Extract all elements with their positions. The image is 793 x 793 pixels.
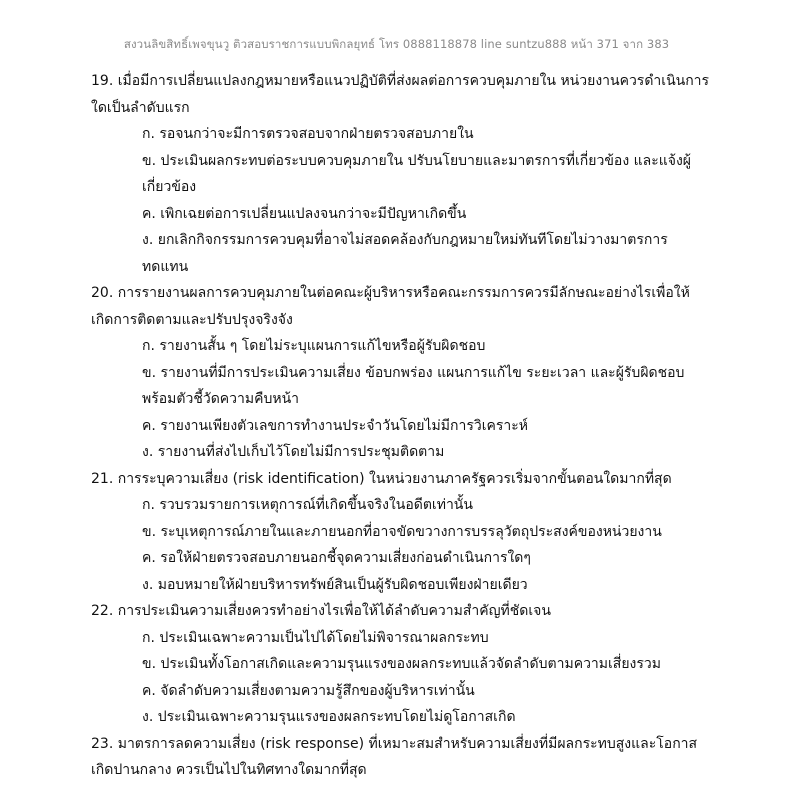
question-block [91, 466, 711, 599]
answer-option: ก. ประเมินเฉพาะความเป็นไปได้โดยไม่พิจารณาผลกระทบ [142, 629, 489, 646]
answer-option: ข. ประเมินทั้งโอกาสเกิดและความรุนแรงของผลกระทบแล้วจัดลำดับตามความเสี่ยงรวม [142, 656, 661, 672]
question-stem: 19. เมื่อมีการเปลี่ยนแปลงกฎหมายหรือแนวปฏิบัติที่ส่งผลต่อการควบคุมภายใน หน่วยงานควรดำเนินการใดเป็นลำดับแรก [91, 73, 710, 116]
answer-option: ก. รายงานสั้น ๆ โดยไม่ระบุแผนการแก้ไขหรือผู้รับผิดชอบ [142, 338, 486, 354]
question-stem: 21. การระบุความเสี่ยง (risk identification) ในหน่วยงานภาครัฐควรเริ่มจากขั้นตอนใดมากที่สุด [91, 470, 672, 487]
question-list [91, 68, 711, 784]
answer-option: ค. จัดลำดับความเสี่ยงตามความรู้สึกของผู้บริหารเท่านั้น [142, 682, 475, 699]
question-block [91, 280, 711, 466]
question-stem: 22. การประเมินความเสี่ยงควรทำอย่างไรเพื่อให้ได้ลำดับความสำคัญที่ชัดเจน [91, 603, 551, 619]
answer-option: ข. ระบุเหตุการณ์ภายในและภายนอกที่อาจขัดขวางการบรรลุวัตถุประสงค์ของหน่วยงาน [142, 523, 662, 540]
question-block [91, 598, 711, 731]
answer-option: ก. รวบรวมรายการเหตุการณ์ที่เกิดขึ้นจริงในอดีตเท่านั้น [142, 497, 473, 513]
answer-option: ค. รอให้ฝ่ายตรวจสอบภายนอกชี้จุดความเสี่ยงก่อนดำเนินการใดๆ [142, 550, 531, 566]
answer-option: ข. รายงานที่มีการประเมินความเสี่ยง ข้อบกพร่อง แผนการแก้ไข ระยะเวลา และผู้รับผิดชอบ พร้อมตัวชี้วัดความคืบหน้า [142, 364, 685, 407]
answer-option: ง. มอบหมายให้ฝ่ายบริหารทรัพย์สินเป็นผู้รับผิดชอบเพียงฝ่ายเดียว [142, 576, 528, 593]
answer-option: ค. รายงานเพียงตัวเลขการทำงานประจำวันโดยไม่มีการวิเคราะห์ [142, 417, 529, 434]
question-stem: 23. มาตรการลดความเสี่ยง (risk response) ที่เหมาะสมสำหรับความเสี่ยงที่มีผลกระทบสูงและโอกาสเกิดปานกลาง ควรเป็นไปในทิศทางใดมากที่สุด [91, 735, 698, 778]
question-stem: 20. การรายงานผลการควบคุมภายในต่อคณะผู้บริหารหรือคณะกรรมการควรมีลักษณะอย่างไรเพื่อให้เกิดการติดตามและปรับปรุงจริงจัง [91, 285, 690, 328]
answer-option: ง. ประเมินเฉพาะความรุนแรงของผลกระทบโดยไม่ดูโอกาสเกิด [142, 709, 516, 725]
answer-option: ก. รอจนกว่าจะมีการตรวจสอบจากฝ่ายตรวจสอบภายใน [142, 126, 474, 142]
answer-option: ข. ประเมินผลกระทบต่อระบบควบคุมภายใน ปรับนโยบายและมาตรการที่เกี่ยวข้อง และแจ้งผู้เกี่ยวข้อง [142, 152, 691, 195]
page-header: สงวนลิขสิทธิ์เพจขุนวู ติวสอบราชการแบบพิกลยุทธ์ โทร 0888118878 line suntzu888 หน้า 371 จาก 383 [123, 37, 670, 51]
question-block [91, 731, 711, 784]
answer-option: ค. เพิกเฉยต่อการเปลี่ยนแปลงจนกว่าจะมีปัญหาเกิดขึ้น [142, 205, 467, 222]
question-block [91, 68, 711, 280]
answer-option: ง. รายงานที่ส่งไปเก็บไว้โดยไม่มีการประชุมติดตาม [142, 444, 445, 460]
answer-option: ง. ยกเลิกกิจกรรมการควบคุมที่อาจไม่สอดคล้องกับกฎหมายใหม่ทันทีโดยไม่วางมาตรการทดแทน [142, 232, 668, 275]
